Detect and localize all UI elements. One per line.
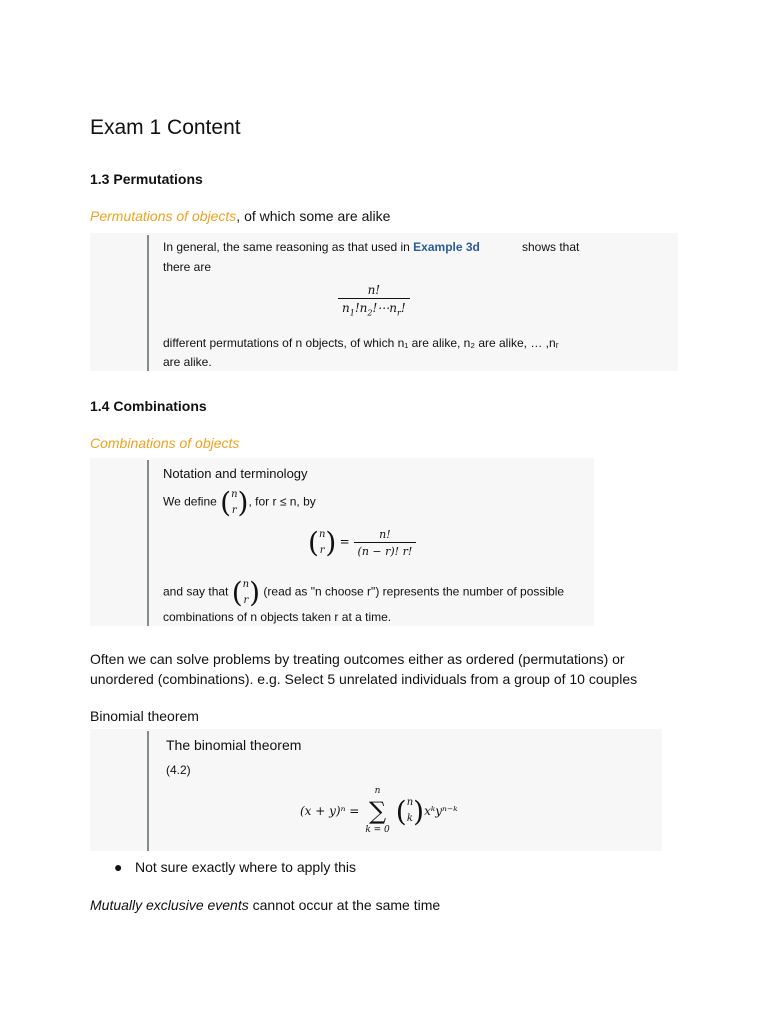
- mutually-exclusive-term: Mutually exclusive events: [90, 897, 249, 913]
- binomial-excerpt: [90, 729, 662, 851]
- binom-n-k: ( n k ): [395, 794, 425, 828]
- section-heading-combinations: 1.4 Combinations: [90, 398, 207, 414]
- permutations-line1-post: shows that: [522, 240, 580, 254]
- ordered-unordered-paragraph: Often we can solve problems by treating outcomes either as ordered (permutations) or unordered (combinations). e.g. Select 5 unrelated individuals from a group of 10 couples: [90, 651, 638, 687]
- combinations-box-title: Notation and terminology: [163, 466, 308, 481]
- combinations-equation: ( n r ) = $\frac{n!}{(n - r)! r!}$: [308, 526, 416, 559]
- define-post: , for r ≤ n, by: [248, 494, 316, 509]
- page-title: Exam 1 Content: [90, 116, 241, 139]
- binom-n-r: ( n r ): [220, 486, 249, 519]
- comb-numerator: n!: [379, 527, 391, 541]
- permutations-line1: [163, 240, 480, 254]
- permutations-line2: there are: [163, 260, 212, 274]
- fraction-numerator: n!: [367, 283, 381, 297]
- line1-text: In general, the same reasoning as that used in: [163, 240, 414, 254]
- summation: [365, 785, 389, 837]
- binomial-term: xᵏyⁿ⁻ᵏ: [424, 804, 458, 818]
- binom-bottom: k: [406, 813, 413, 824]
- define-pre: We define: [163, 494, 217, 509]
- permutations-intro-rest: , of which some are alike: [236, 208, 391, 224]
- combinations-say: and say that ( n r ) (read as "n choose r") represents the number of possible: [163, 576, 565, 609]
- permutations-excerpt: [90, 233, 678, 371]
- mutually-exclusive-line: [90, 895, 440, 915]
- combinations-define: [163, 486, 316, 519]
- binomial-box-title: The binomial theorem: [166, 737, 302, 753]
- equation-number: (4.2): [166, 763, 191, 777]
- quote-bar: [147, 235, 149, 371]
- binomial-equation: [300, 785, 458, 837]
- combinations-excerpt: [90, 458, 594, 626]
- sum-upper: n: [374, 786, 381, 796]
- example-3d-link[interactable]: Example 3d: [413, 240, 480, 254]
- quote-bar: [147, 460, 149, 626]
- permutations-intro: [90, 206, 390, 226]
- bullet-text: Not sure exactly where to apply this: [135, 859, 356, 875]
- binomial-lhs: (x + y)ⁿ =: [300, 804, 360, 818]
- permutations-line4: are alike.: [163, 355, 212, 369]
- say-post: (read as "n choose r") represents the number of possible: [263, 584, 565, 599]
- fraction-denominator: $n_1!n_2!\cdots n_r$!: [338, 298, 410, 317]
- permutations-line3: different permutations of n objects, of which n₁ are alike, n₂ are alike, … ,nᵣ: [163, 336, 559, 350]
- section-heading-permutations: 1.3 Permutations: [90, 171, 203, 187]
- permutations-fraction: [338, 283, 410, 317]
- quote-bar: [147, 731, 149, 851]
- combinations-say-line2: combinations of n objects taken r at a time.: [163, 610, 392, 624]
- comb-denominator: (n − r)! r!: [354, 542, 417, 558]
- sum-lower: k = 0: [365, 825, 390, 835]
- permutations-link-text: Permutations of objects: [90, 208, 237, 224]
- binom-top: n: [406, 797, 414, 808]
- bullet-dot: ●: [114, 859, 123, 875]
- say-pre: and say that: [163, 584, 229, 599]
- sum-symbol: ∑: [368, 797, 387, 825]
- binomial-label: Binomial theorem: [90, 708, 199, 724]
- combinations-intro: Combinations of objects: [90, 435, 240, 451]
- mutually-exclusive-rest: cannot occur at the same time: [248, 897, 441, 913]
